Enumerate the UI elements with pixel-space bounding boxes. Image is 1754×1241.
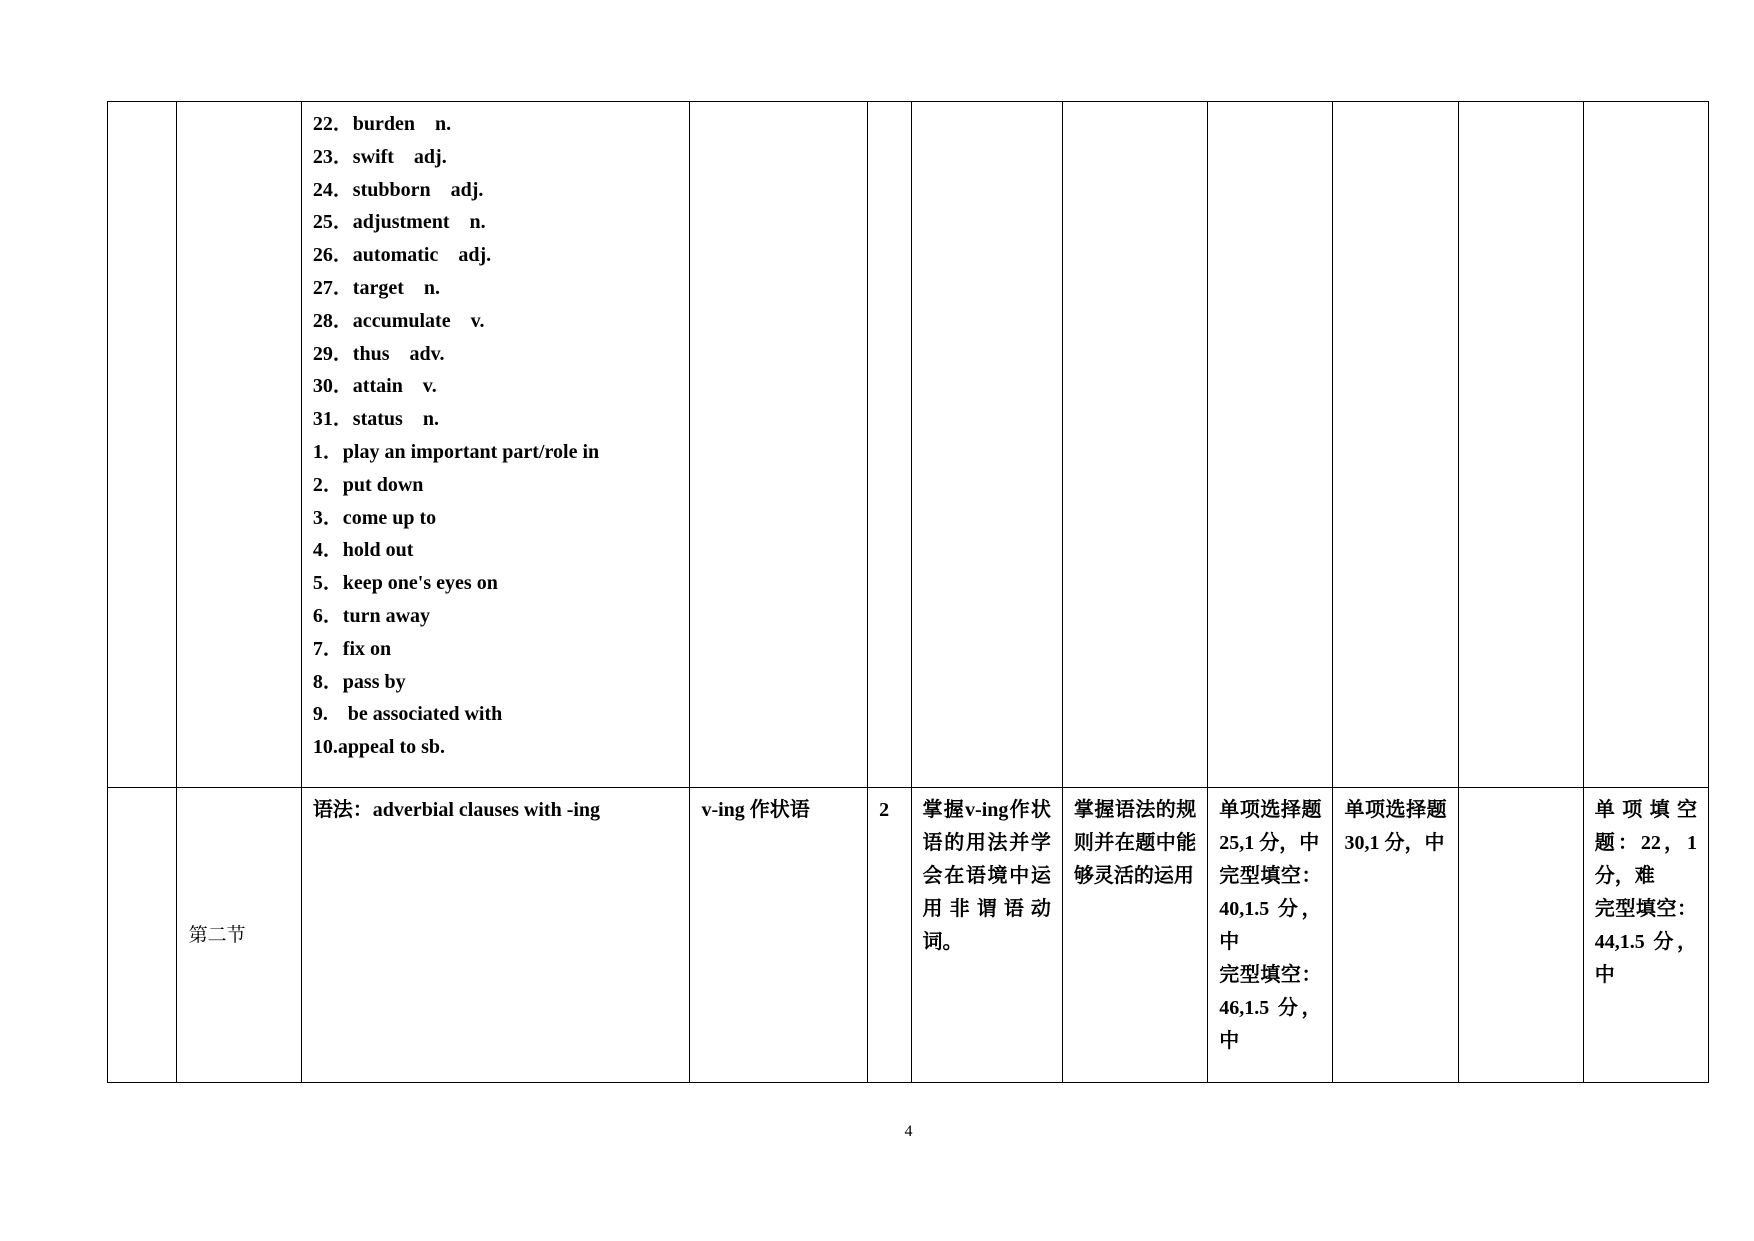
content-cell: 语法：adverbial clauses with -ing — [301, 788, 690, 1083]
exam-cell-d — [1583, 788, 1708, 1083]
vocabulary-item: 30．attain v. — [312, 375, 437, 398]
vocabulary-row — [108, 102, 1709, 788]
empty-cell — [108, 788, 177, 1083]
grammar-row — [108, 788, 1709, 1083]
vocabulary-item: 24．stubborn adj. — [312, 178, 484, 201]
exam-cell-a — [1208, 788, 1333, 1083]
course-plan-table — [107, 101, 1709, 1083]
vocabulary-list — [313, 108, 679, 764]
vocabulary-item: 22．burden n. — [312, 113, 452, 135]
vocabulary-item: 26．automatic adj. — [312, 244, 492, 267]
empty-cell — [1208, 102, 1333, 788]
phrase-item: 9. be associated with — [312, 703, 503, 726]
phrase-item: 7．fix on — [312, 637, 392, 660]
phrase-item: 1．play an important part/role in — [312, 440, 600, 463]
empty-cell — [1458, 102, 1583, 788]
vocabulary-item: 29．thus adv. — [312, 342, 445, 365]
phrase-item: 3．come up to — [312, 506, 437, 529]
empty-cell — [868, 102, 911, 788]
phrase-item: 8．pass by — [312, 670, 406, 693]
requirement-cell: 掌握语法的规则并在题中能够灵活的运用 — [1062, 788, 1207, 1083]
empty-cell — [108, 102, 177, 788]
hours-cell: 2 — [868, 788, 911, 1083]
topic-cell: v-ing 作状语 — [690, 788, 868, 1083]
exam-line: 单项选择题 25,1 分，中 — [1219, 799, 1322, 854]
exam-line: 完型填空：40,1.5 分，中 — [1219, 865, 1322, 953]
exam-line: 完型填空：44,1.5 分，中 — [1594, 898, 1697, 986]
exam-line: 完型填空：46,1.5 分，中 — [1219, 964, 1322, 1052]
phrase-item: 5．keep one's eyes on — [312, 572, 498, 595]
empty-cell — [1333, 102, 1458, 788]
section-label: 第二节 — [176, 788, 301, 1083]
goal-cell: 掌握v-ing作状语的用法并学会在语境中运用非谓语动词。 — [911, 788, 1062, 1083]
phrase-item: 6．turn away — [312, 604, 431, 627]
phrase-item: 2．put down — [312, 473, 424, 496]
vocabulary-item: 25．adjustment n. — [312, 211, 486, 234]
vocabulary-item: 23．swift adj. — [312, 145, 447, 168]
empty-cell — [1062, 102, 1207, 788]
exam-cell-c — [1458, 788, 1583, 1083]
exam-line: 单项填空题：22，1 分，难 — [1594, 799, 1697, 887]
vocabulary-cell — [301, 102, 690, 788]
empty-cell — [1583, 102, 1708, 788]
empty-cell — [911, 102, 1062, 788]
phrase-item: 4．hold out — [312, 539, 414, 562]
vocabulary-item: 28．accumulate v. — [312, 309, 485, 332]
exam-cell-b: 单项选择题 30,1 分，中 — [1333, 788, 1458, 1083]
empty-cell — [176, 102, 301, 788]
phrase-item: 10.appeal to sb. — [312, 736, 446, 759]
page-number: 4 — [904, 1123, 913, 1140]
empty-cell — [690, 102, 868, 788]
vocabulary-item: 27．target n. — [312, 276, 441, 299]
vocabulary-item: 31．status n. — [312, 408, 439, 431]
